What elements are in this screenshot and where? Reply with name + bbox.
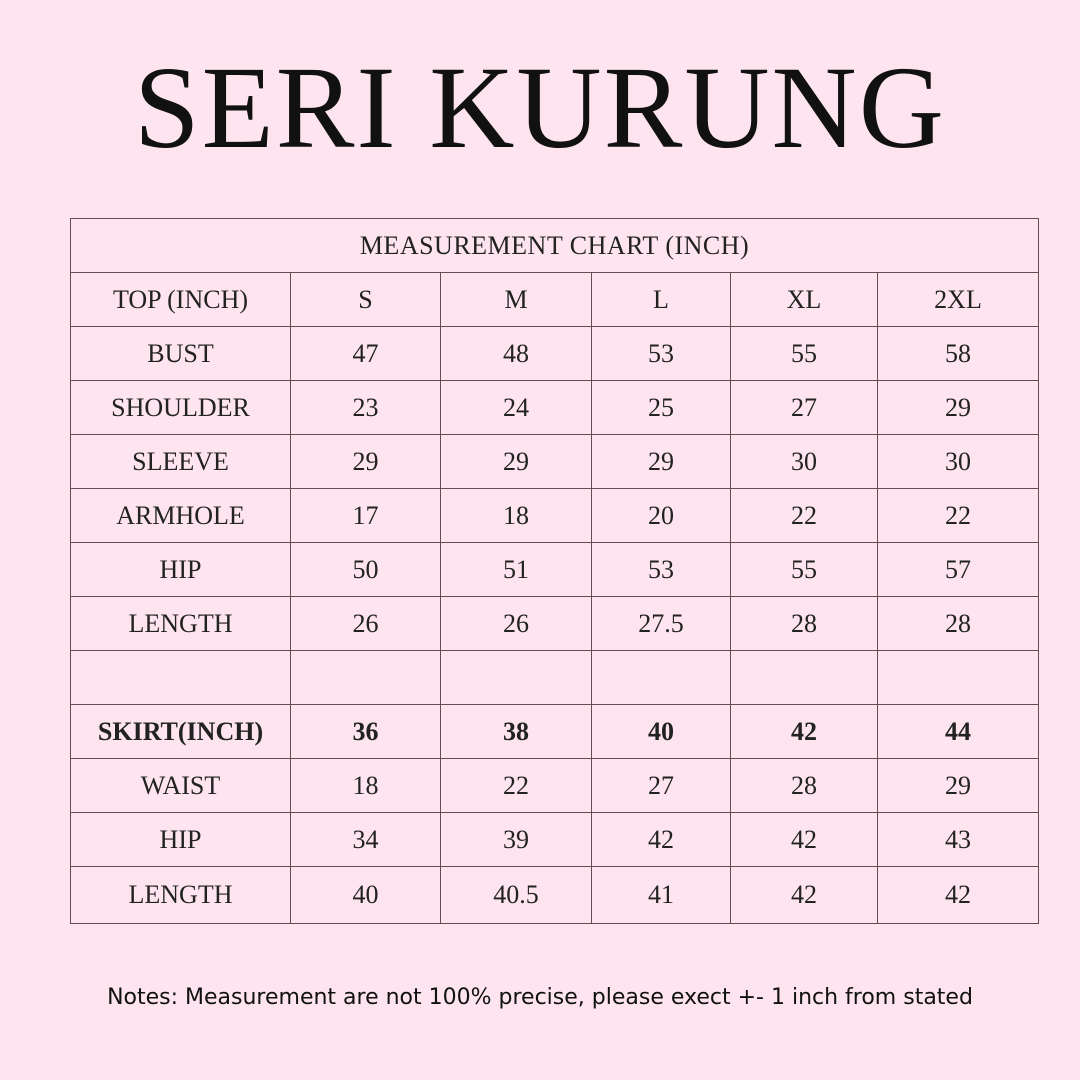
cell-value: 30	[731, 435, 878, 489]
table-row	[71, 381, 1039, 435]
cell-value: 51	[441, 543, 592, 597]
cell-value: 53	[592, 543, 731, 597]
cell-value: 29	[291, 435, 441, 489]
cell-value: 30	[878, 435, 1039, 489]
cell-value: 55	[731, 543, 878, 597]
column-header-xl: XL	[731, 273, 878, 327]
row-label: HIP	[71, 543, 291, 597]
table-row	[71, 489, 1039, 543]
empty-cell	[592, 651, 731, 705]
cell-value: 41	[592, 867, 731, 924]
column-header-s: S	[291, 273, 441, 327]
empty-cell	[291, 651, 441, 705]
cell-value: 57	[878, 543, 1039, 597]
cell-value: 22	[878, 489, 1039, 543]
empty-cell	[878, 651, 1039, 705]
cell-value: 27	[731, 381, 878, 435]
notes-text: Notes: Measurement are not 100% precise, please exect +- 1 inch from stated	[107, 985, 973, 1010]
chart-header: MEASUREMENT CHART (INCH)	[71, 219, 1039, 273]
cell-value: 25	[592, 381, 731, 435]
cell-value: 47	[291, 327, 441, 381]
cell-value: 27.5	[592, 597, 731, 651]
cell-value: 29	[441, 435, 592, 489]
cell-value: 26	[441, 597, 592, 651]
cell-value: 28	[731, 597, 878, 651]
row-label: SLEEVE	[71, 435, 291, 489]
cell-value: 17	[291, 489, 441, 543]
cell-value: 58	[878, 327, 1039, 381]
cell-value: 38	[441, 705, 592, 759]
cell-value: 42	[731, 705, 878, 759]
cell-value: 18	[291, 759, 441, 813]
column-header-top: TOP (INCH)	[71, 273, 291, 327]
row-label: SKIRT(INCH)	[71, 705, 291, 759]
page-title: SERI KURUNG	[134, 42, 946, 173]
column-header-2xl: 2XL	[878, 273, 1039, 327]
cell-value: 22	[441, 759, 592, 813]
column-header-l: L	[592, 273, 731, 327]
cell-value: 39	[441, 813, 592, 867]
cell-value: 20	[592, 489, 731, 543]
table-row	[71, 813, 1039, 867]
cell-value: 42	[878, 867, 1039, 924]
cell-value: 55	[731, 327, 878, 381]
measurement-table	[70, 218, 1039, 924]
row-label: SHOULDER	[71, 381, 291, 435]
cell-value: 29	[878, 381, 1039, 435]
cell-value: 40	[291, 867, 441, 924]
row-label: LENGTH	[71, 597, 291, 651]
cell-value: 53	[592, 327, 731, 381]
cell-value: 42	[592, 813, 731, 867]
table-row	[71, 435, 1039, 489]
empty-cell	[441, 651, 592, 705]
cell-value: 40	[592, 705, 731, 759]
cell-value: 40.5	[441, 867, 592, 924]
table-row	[71, 327, 1039, 381]
skirt-header-row	[71, 705, 1039, 759]
cell-value: 42	[731, 813, 878, 867]
row-label: HIP	[71, 813, 291, 867]
cell-value: 22	[731, 489, 878, 543]
table-row	[71, 867, 1039, 924]
column-header-m: M	[441, 273, 592, 327]
table-title-row	[71, 219, 1039, 273]
cell-value: 36	[291, 705, 441, 759]
cell-value: 50	[291, 543, 441, 597]
row-label: WAIST	[71, 759, 291, 813]
cell-value: 48	[441, 327, 592, 381]
row-label: LENGTH	[71, 867, 291, 924]
cell-value: 29	[878, 759, 1039, 813]
cell-value: 28	[731, 759, 878, 813]
cell-value: 42	[731, 867, 878, 924]
column-header-row	[71, 273, 1039, 327]
empty-cell	[71, 651, 291, 705]
table-row	[71, 759, 1039, 813]
table-row	[71, 597, 1039, 651]
spacer-row	[71, 651, 1039, 705]
cell-value: 43	[878, 813, 1039, 867]
cell-value: 27	[592, 759, 731, 813]
cell-value: 18	[441, 489, 592, 543]
cell-value: 26	[291, 597, 441, 651]
cell-value: 23	[291, 381, 441, 435]
cell-value: 34	[291, 813, 441, 867]
table-row	[71, 543, 1039, 597]
cell-value: 24	[441, 381, 592, 435]
cell-value: 28	[878, 597, 1039, 651]
empty-cell	[731, 651, 878, 705]
cell-value: 44	[878, 705, 1039, 759]
row-label: BUST	[71, 327, 291, 381]
cell-value: 29	[592, 435, 731, 489]
row-label: ARMHOLE	[71, 489, 291, 543]
